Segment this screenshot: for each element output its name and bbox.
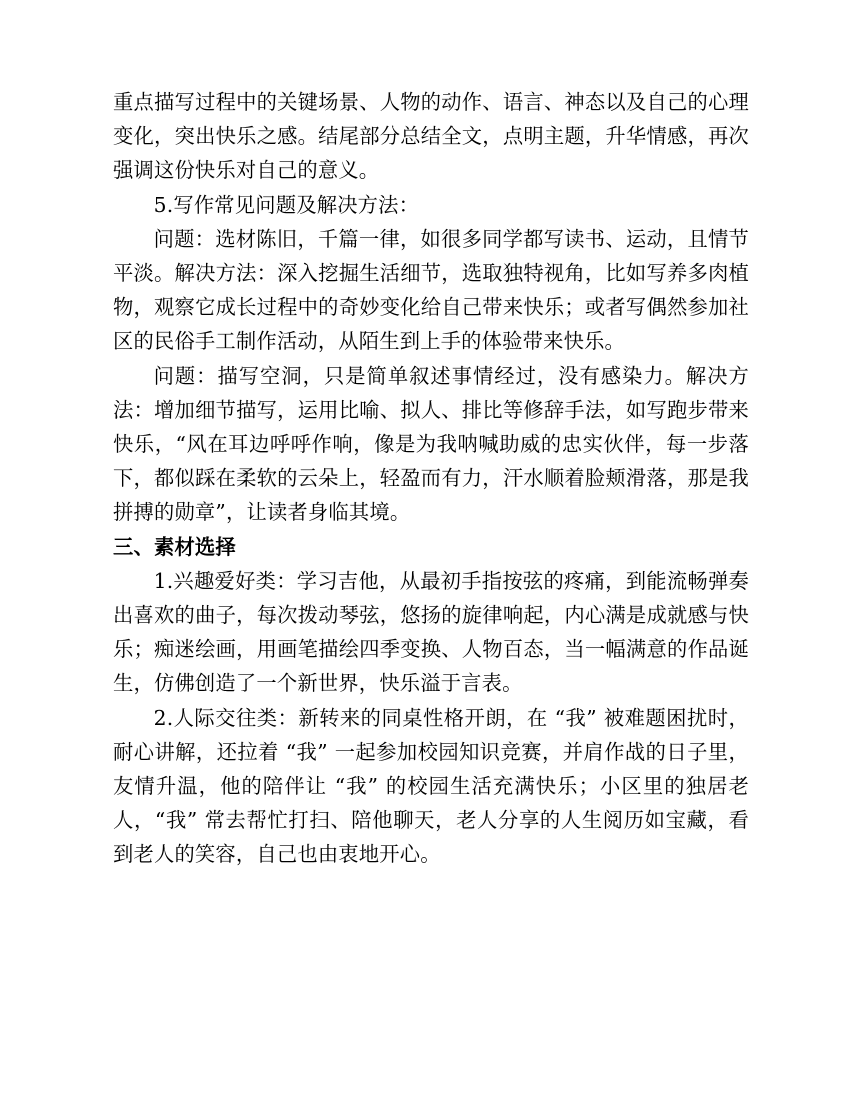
document-page (113, 85, 749, 872)
subsection-title-writing-problems: 5.写作常见问题及解决方法： (153, 192, 420, 217)
body-paragraph: 1.兴趣爱好类：学习吉他，从最初手指按弦的疼痛，到能流畅弹奏出喜欢的曲子，每次拨动琴弦，悠扬的旋律响起，内心满是成就感与快乐；痴迷绘画，用画笔描绘四季变换、人物百态，当一幅满意的作品诞生，仿佛创造了一个新世界，快乐溢于言表。 (113, 568, 749, 696)
body-paragraph: 2.人际交往类：新转来的同桌性格开朗，在 “我” 被难题困扰时，耐心讲解，还拉着 “我” 一起参加校园知识竞赛，并肩作战的日子里，友情升温，他的陪伴让 “我” 的校园生活充满快乐；小区里的独居老人，“我” 常去帮忙打扫、陪他聊天，老人分享的人生阅历如宝藏，看到老人的笑容，自己也由衷地开心。 (113, 705, 749, 867)
body-paragraph: 问题：描写空洞，只是简单叙述事情经过，没有感染力。解决方法：增加细节描写，运用比喻、拟人、排比等修辞手法，如写跑步带来快乐，“风在耳边呼呼作响，像是为我呐喊助威的忠实伙伴，每一步落下，都似踩在柔软的云朵上，轻盈而有力，汗水顺着脸颊滑落，那是我拼搏的勋章”，让读者身临其境。 (113, 363, 749, 525)
body-paragraph: 重点描写过程中的关键场景、人物的动作、语言、神态以及自己的心理变化，突出快乐之感。结尾部分总结全文，点明主题，升华情感，再次强调这份快乐对自己的意义。 (113, 90, 749, 183)
body-paragraph: 问题：选材陈旧，千篇一律，如很多同学都写读书、运动，且情节平淡。解决方法：深入挖掘生活细节，选取独特视角，比如写养多肉植物，观察它成长过程中的奇妙变化给自己带来快乐；或者写偶然参加社区的民俗手工制作活动，从陌生到上手的体验带来快乐。 (113, 226, 749, 354)
section-heading: 三、素材选择 (113, 534, 236, 559)
